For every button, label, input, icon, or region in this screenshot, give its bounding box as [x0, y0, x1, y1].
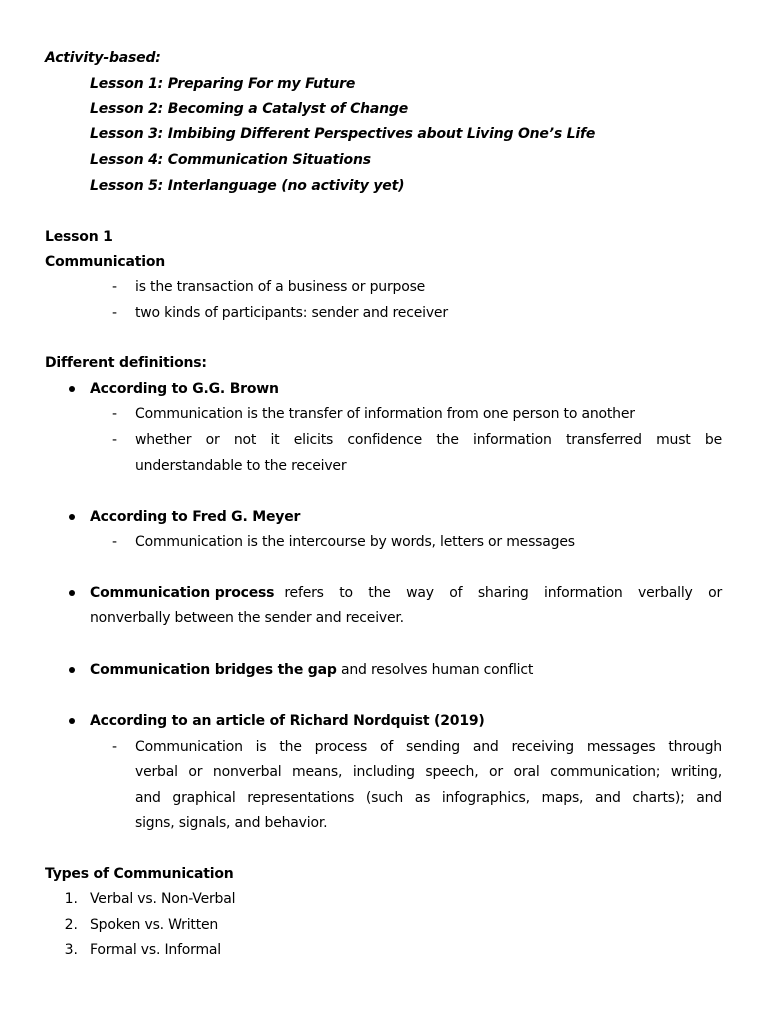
list-item: Communication is the process of sending and receiving messages through [135, 739, 722, 755]
dash-marker: - [112, 739, 118, 755]
bullet-marker [69, 590, 75, 596]
list-item-continued: understandable to the receiver [135, 458, 347, 474]
list-item: Communication is the intercourse by words, letters or messages [135, 534, 575, 550]
dash-marker: - [112, 406, 118, 422]
lesson-list-item: Lesson 4: Communication Situations [90, 152, 371, 168]
lesson-list-item: Lesson 3: Imbibing Different Perspectives about Living One’s Life [90, 126, 596, 142]
definition-bold-term: Communication process [90, 585, 275, 601]
bullet-marker [69, 386, 75, 392]
definition-text-continued: nonverbally between the sender and receiver. [90, 610, 404, 626]
section-title: Communication [45, 254, 166, 270]
definition-paragraph-line [90, 583, 722, 603]
list-number: 3. [64, 942, 78, 958]
list-item: whether or not it elicits confidence the information transferred must be [135, 432, 722, 448]
list-item-continued: and graphical representations (such as infographics, maps, and charts); and [135, 790, 722, 806]
list-item: Verbal vs. Non-Verbal [90, 891, 236, 907]
lesson-list-item: Lesson 2: Becoming a Catalyst of Change [90, 101, 409, 117]
dash-marker: - [112, 432, 118, 448]
list-item: Formal vs. Informal [90, 942, 221, 958]
definition-title: According to Fred G. Meyer [90, 509, 301, 525]
bullet-marker [69, 514, 75, 520]
activity-heading: Activity-based: [45, 50, 161, 66]
lesson-list-item: Lesson 1: Preparing For my Future [90, 76, 356, 92]
list-item: Communication is the transfer of information from one person to another [135, 406, 635, 422]
definition-text: and resolves human conflict [340, 662, 534, 678]
list-item: is the transaction of a business or purpose [135, 279, 426, 295]
lesson-list-item: Lesson 5: Interlanguage (no activity yet) [90, 178, 405, 194]
list-number: 2. [64, 917, 78, 933]
dash-marker: - [112, 534, 118, 550]
definition-title: According to G.G. Brown [90, 381, 279, 397]
list-item-continued: signs, signals, and behavior. [135, 815, 328, 831]
definition-bold-term: Communication bridges the gap [90, 662, 337, 678]
list-item-continued: verbal or nonverbal means, including speech, or oral communication; writing, [135, 764, 722, 780]
types-heading: Types of Communication [45, 866, 234, 882]
list-number: 1. [64, 891, 78, 907]
bullet-marker [69, 667, 75, 673]
definition-title: According to an article of Richard Nordquist (2019) [90, 713, 485, 729]
dash-marker: - [112, 305, 118, 321]
bullet-marker [69, 718, 75, 724]
lesson-label: Lesson 1 [45, 229, 113, 245]
definitions-heading: Different definitions: [45, 355, 207, 371]
list-item: Spoken vs. Written [90, 917, 219, 933]
list-item: two kinds of participants: sender and receiver [135, 305, 448, 321]
dash-marker: - [112, 279, 118, 295]
definition-paragraph-line [90, 660, 533, 680]
definition-text: refers to the way of sharing information verbally or [284, 585, 722, 601]
